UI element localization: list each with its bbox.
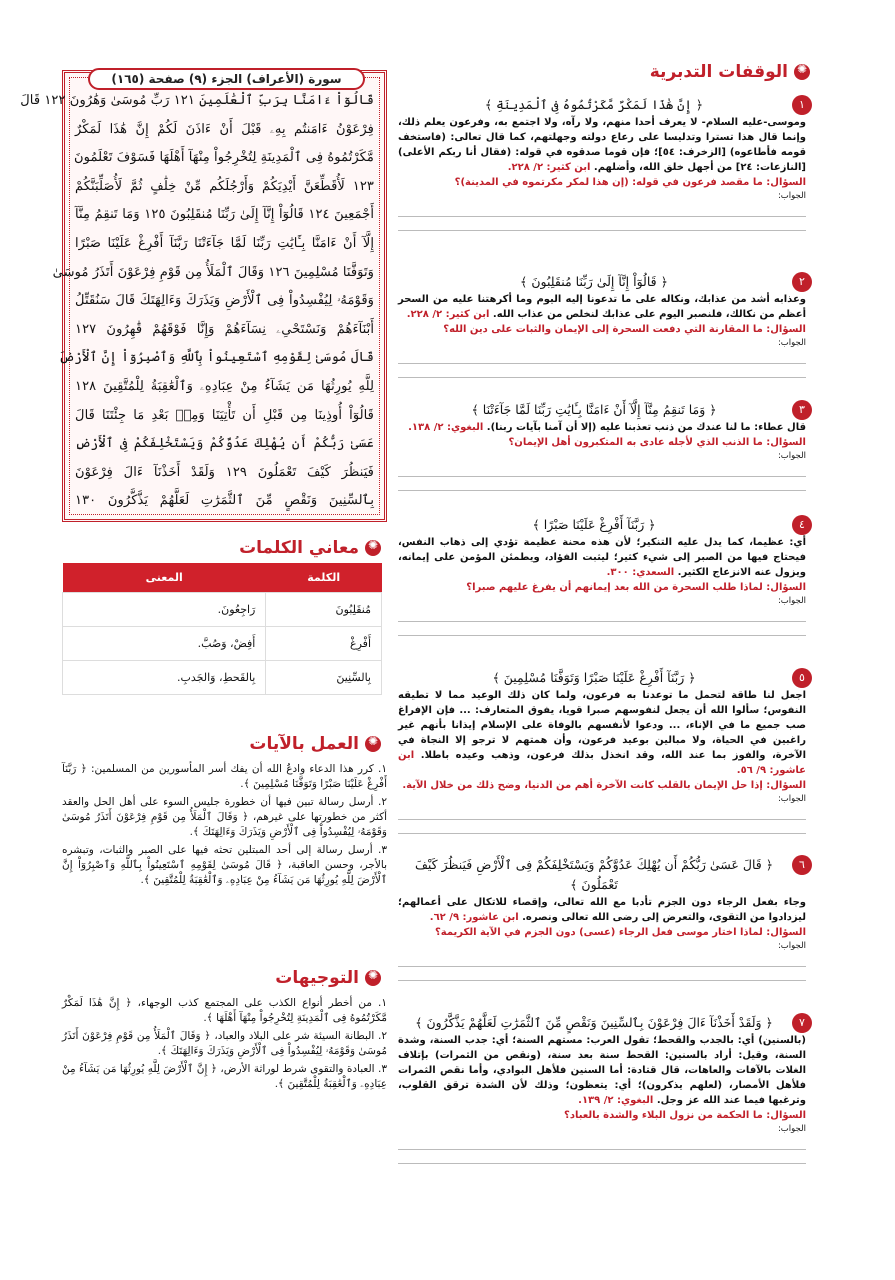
answer-line[interactable] [398,608,806,622]
answer-line[interactable] [398,953,806,967]
item-question: السؤال: ما مقصد فرعون في قوله: (إن هذا لمكر مكرتموه في المدينة)؟ [454,177,806,188]
guidance-list [62,996,387,1136]
answer-line[interactable] [398,350,806,364]
quran-line: إِلَّآ أَنْ ءَامَنَّا بِـَٔايَٰتِ رَبِّنَا لَمَّا جَآءَتْنَا رَبَّنَآ أَفْرِغْ عَلَيْنَا صَبْرًا [75,235,374,251]
item-text: اجعل لنا طاقة لتحمل ما توعدنا به فرعون، ولما كان ذلك الوعيد مما لا تطيقه النفوس؛ سألوا الله أن يجعل لنفوسهم صبرا قويا، يفوق المتعارف: ... فإن الإفراغ صب جميع ما في الإناء، ... ودعوا لأنفسهم بالوفاة على الإسلام إيذانا بأنهم غير راغبين في الحياة، ولا مبالين بوعيد فرعون، وأن همتهم لا ترجو إلا النجاة في الآخرة، والفوز بما عند الله، وقد انخذل بذلك فرعون، وذهب وعيده باطلا. ابن عاشور: ٩/ ٥٦. [398,690,807,776]
answer-label: الجواب: [777,596,806,606]
item-number-badge: ٦ [792,855,812,875]
item-number-badge: ٥ [792,668,812,688]
rosette-icon [365,970,381,986]
list-item: ٢. أرسل رسالة تبين فيها أن خطورة جليس السوء على أهل الحل والعقد أكثر من خطورتها على غيرهم، ﴿ وَقَالَ ٱلْمَلَأُ مِن قَوْمِ فِرْعَوْنَ أَتَذَرُ مُوسَىٰ وَقَوْمَهُۥ لِيُفْسِدُواْ فِى ٱلْأَرْضِ وَيَذَرَكَ وَءَالِهَتَكَ ﴾. [62,796,387,838]
quran-page-frame [20,70,387,522]
tadabbur-item [398,855,810,981]
item-verse: ﴿ إِنَّ هَٰذَا لَمَكْرٌ مَّكَرْتُمُوهُ فِى ٱلْمَدِينَةِ ﴾ [484,97,704,112]
answer-label: الجواب: [777,794,806,804]
answer-line[interactable] [398,806,806,820]
answer-label: الجواب: [777,451,806,461]
item-number-badge: ٤ [792,515,812,535]
item-number-badge: ٢ [792,272,812,292]
quran-line: قَالُوٓاْ ءَامَنَّا بِرَبِّ ٱلْعَٰلَمِينَ ١٢١ رَبِّ مُوسَىٰ وَهَٰرُونَ ١٢٢ قَالَ [20,93,374,108]
vocab-header-word: الكلمة [266,563,382,592]
quran-line: قَالُوٓاْ أُوذِينَا مِن قَبْلِ أَن تَأْتِيَنَا وَمِنۢ بَعْدِ مَا جِئْتَنَا قَالَ [75,407,374,423]
table-row: بِالسِّنِينَ بِالقَحطِ، وَالجَدبِ. [63,660,382,694]
page-header: سورة (الأعراف) الجزء (٩) صفحة (١٦٥) [88,68,365,90]
answer-line[interactable] [398,364,806,378]
section-title-meanings: ✺ معاني الكلمات [239,538,381,558]
item-question: السؤال: ما المقارنة التي دفعت السحرة إلى الإيمان والثبات على دين الله؟ [443,324,806,335]
item-question: السؤال: ما الذنب الذي لأجله عادى به المتكبرون أهل الإيمان؟ [508,437,806,448]
item-verse: ﴿ قَالُوٓاْ إِنَّآ إِلَىٰ رَبِّنَا مُنقَلِبُونَ ﴾ [520,274,668,289]
item-text: (بالسنين) أي: بالجدب والقحط؛ تقول العرب: مستهم السنة؛ أي: جدب السنة، وشدة السنة، وقيل: أراد بالسنين: القحط سنة بعد سنة، (ونقص من الثمرات) بإتلاف الغلات بالآفات والعاهات، قال قتادة: أما السنين فلأهل البوادي، وأما نقص الثمرات فلأهل الأمصار، (لعلهم يذكرون)؛ أي: يتعظون؛ وذلك لأن الشدة ترقق القلوب، وترغبها فيما عند الله عز وجل. البغوي: ٢/ ١٣٩. [398,1035,806,1106]
quran-line: ١٢٣ لَأُقَطِّعَنَّ أَيْدِيَكُمْ وَأَرْجُلَكُم مِّنْ خِلَٰفٍ ثُمَّ لَأُصَلِّبَنَّكُمْ [75,178,374,194]
tadabbur-item [398,1013,810,1164]
list-item: ١. كرر هذا الدعاء وادعُ الله أن يفك أسر المأسورين من المسلمين: ﴿ رَبَّنَآ أَفْرِغْ عَلَيْنَا صَبْرًا وَتَوَفَّنَا مُسْلِمِينَ ﴾. [62,763,387,790]
tadabbur-item [398,515,810,636]
item-text: وعذابه أشد من عذابك، ونكاله على ما تدعونا إليه اليوم وما أكرهتنا عليه من السحر أعظم من نكالك، فلنصبر اليوم على عذابك لنخلص من عذاب الله. ابن كثير: ٢/ ٢٢٨. [398,294,806,320]
section-title-tadabbur: ✺ الوقفات التدبرية [650,62,810,82]
item-source: السعدي: ٣٠٠. [606,567,675,578]
quran-line: قَالَ مُوسَىٰ لِقَوْمِهِ ٱسْتَعِينُواْ بِٱللَّهِ وَٱصْبِرُوٓاْ إِنَّ ٱلْأَرْضَ [58,350,374,366]
tadabbur-item [398,272,810,378]
item-text: وجاء بفعل الرجاء دون الجزم تأدبا مع الله تعالى، وإقصاء للاتكال على أعمالهم؛ ليزدادوا من التقوى، والتعرض إلى رضى الله تعالى ونصره. ابن عاشور: ٩/ ٦٢. [398,897,806,923]
quran-line: وَتَوَفَّنَا مُسْلِمِينَ ١٢٦ وَقَالَ ٱلْمَلَأُ مِن قَوْمِ فِرْعَوْنَ أَتَذَرُ مُوسَىٰ [52,264,374,280]
vocabulary-table [62,563,382,695]
answer-line[interactable] [398,477,806,491]
quran-line: أَجْمَعِينَ ١٢٤ قَالُوٓاْ إِنَّآ إِلَىٰ رَبِّنَا مُنقَلِبُونَ ١٢٥ وَمَا تَنقِمُ مِنَّآ [75,207,374,223]
item-question: السؤال: ما الحكمة من نزول البلاء والشدة بالعباد؟ [564,1110,806,1121]
quran-text [20,87,374,516]
tadabbur-item [398,668,810,834]
quran-line: أَبْنَآءَهُمْ وَنَسْتَحْىِۦ نِسَآءَهُمْ وَإِنَّا فَوْقَهُمْ قَٰهِرُونَ ١٢٧ [75,321,374,337]
answer-line[interactable] [398,203,806,217]
vocab-header-meaning: المعنى [63,563,266,592]
quran-line: بِٱلسِّنِينَ وَنَقْصٍ مِّنَ ٱلثَّمَرَٰتِ لَعَلَّهُمْ يَذَّكَّرُونَ ١٣٠ [75,493,374,509]
table-row: أَفْرِغْ أَفِضْ، وَصُبَّ. [63,626,382,660]
item-question: السؤال: إذا حل الإيمان بالقلب كانت الآخرة أهم من الدنيا، وضح ذلك من خلال الآية. [402,780,806,791]
item-source: ابن كثير: ٢/ ٢٢٨. [406,309,490,320]
action-list [62,762,387,958]
list-item: ٣. أرسل رسالة إلى أحد المبتلين تحثه فيها على الصبر والثبات، وتبشره بالأجر، وحسن العاقبة، ﴿ قَالَ مُوسَىٰ لِقَوْمِهِ ٱسْتَعِينُواْ بِٱللَّهِ وَٱصْبِرُوٓاْ إِنَّ ٱلْأَرْضَ لِلَّهِ يُورِثُهَا مَن يَشَآءُ مِنْ عِبَادِهِۦ وَٱلْعَٰقِبَةُ لِلْمُتَّقِينَ ﴾. [62,844,388,886]
answer-line[interactable] [398,622,806,636]
item-number-badge: ١ [792,95,812,115]
answer-label: الجواب: [777,338,806,348]
quran-line: لِلَّهِ يُورِثُهَا مَن يَشَآءُ مِنْ عِبَادِهِۦ وَٱلْعَٰقِبَةُ لِلْمُتَّقِينَ ١٢٨ [75,378,374,394]
quran-line: فِرْعَوْنُ ءَامَنتُم بِهِۦ قَبْلَ أَنْ ءَاذَنَ لَكُمْ إِنَّ هَٰذَا لَمَكْرٌ [75,121,374,137]
section-title-action: ✺ العمل بالآيات [249,734,381,754]
item-number-badge: ٣ [792,400,812,420]
list-item: ٢. البطانة السيئة شر على البلاد والعباد، ﴿ وَقَالَ ٱلْمَلَأُ مِن قَوْمِ فِرْعَوْنَ أَتَذَرُ مُوسَىٰ وَقَوْمَهُۥ لِيُفْسِدُواْ فِى ٱلْأَرْضِ وَيَذَرَكَ وَءَالِهَتَكَ ﴾. [62,1030,387,1057]
answer-label: الجواب: [777,191,806,201]
rosette-icon [365,540,381,556]
item-text: وموسى-عليه السلام- لا يعرف أحدا منهم، ولا رآه، ولا اجتمع به، وفرعون يعلم ذلك، وإنما قال هذا تسترا وتدليسا على رعاع دولته وجهلتهم، كما قال تعالى: (فاستخف قومه فأطاعوه) [الزخرف: ٥٤]؛ فإن قوما صدقوه في قوله: (فقال أنا ربكم الأعلى) [النازعات: ٢٤] من أجهل خلق الله، وأضلهم. ابن كثير: ٢/ ٢٢٨. [398,117,806,173]
quran-line: مَّكَرْتُمُوهُ فِى ٱلْمَدِينَةِ لِتُخْرِجُواْ مِنْهَآ أَهْلَهَا فَسَوْفَ تَعْلَمُونَ [74,150,374,166]
answer-label: الجواب: [777,941,806,951]
item-source: البغوي: ٢/ ١٣٩. [578,1095,654,1106]
item-verse: ﴿ وَلَقَدْ أَخَذْنَآ ءَالَ فِرْعَوْنَ بِٱلسِّنِينَ وَنَقْصٍ مِّنَ ٱلثَّمَرَٰتِ لَعَلَّهُمْ يَذَّكَّرُونَ ﴾ [415,1015,773,1030]
list-item: ١. من أخطر أنواع الكذب على المجتمع كذب الوجهاء، ﴿ إِنَّ هَٰذَا لَمَكْرٌ مَّكَرْتُمُوهُ فِى ٱلْمَدِينَةِ لِتُخْرِجُواْ مِنْهَآ أَهْلَهَا ﴾. [62,997,387,1024]
rosette-icon [365,736,381,752]
item-source: البغوي: ٢/ ١٣٨. [408,422,484,433]
item-verse: ﴿ وَمَا تَنقِمُ مِنَّآ إِلَّآ أَنْ ءَامَنَّا بِـَٔايَٰتِ رَبِّنَا لَمَّا جَآءَتْنَا ﴾ [471,402,717,417]
item-source: ابن عاشور: ٩/ ٥٦. [398,750,806,776]
quran-line: عَسَىٰ رَبُّكُمْ أَن يُهْلِكَ عَدُوَّكُمْ وَيَسْتَخْلِفَكُمْ فِى ٱلْأَرْضِ [75,436,374,452]
answer-line[interactable] [398,1150,806,1164]
answer-line[interactable] [398,1136,806,1150]
rosette-icon [794,64,810,80]
item-text: أي: عظيما، كما يدل عليه التنكير؛ لأن هذه محنة عظيمة تؤدي إلى ذهاب النفس، فيحتاج فيها من الصبر إلى شيء كثير؛ ليثبت الفؤاد، ويطمئن المؤمن على إيمانه، ويزول عنه الانزعاج الكثير. السعدي: ٣٠٠. [398,537,806,578]
item-source: ابن كثير: ٢/ ٢٢٨. [507,162,591,173]
answer-line[interactable] [398,820,806,834]
answer-line[interactable] [398,967,806,981]
answer-label: الجواب: [777,1124,806,1134]
answer-line[interactable] [398,463,806,477]
item-verse: ﴿ قَالَ عَسَىٰ رَبُّكُمْ أَن يُهْلِكَ عَدُوَّكُمْ وَيَسْتَخْلِفَكُمْ فِى ٱلْأَرْضِ فَيَنظُرَ كَيْفَ تَعْمَلُونَ ﴾ [414,857,774,892]
item-text: قال عطاء: ما لنا عندك من ذنب تعذبنا عليه (إلا أن آمنا بآيات ربنا). البغوي: ٢/ ١٣٨. [408,422,806,433]
section-title-guidance: ✺ التوجيهات [275,968,381,988]
table-row: مُنقَلِبُونَ رَاجِعُونَ. [63,592,382,626]
tadabbur-item [398,95,810,231]
quran-line: فَيَنظُرَ كَيْفَ تَعْمَلُونَ ١٢٩ وَلَقَدْ أَخَذْنَآ ءَالَ فِرْعَوْنَ [75,464,374,480]
item-number-badge: ٧ [792,1013,812,1033]
item-source: ابن عاشور: ٩/ ٦٢. [429,912,519,923]
item-verse: ﴿ رَبَّنَآ أَفْرِغْ عَلَيْنَا صَبْرًا وَتَوَفَّنَا مُسْلِمِينَ ﴾ [492,670,696,685]
item-question: السؤال: لماذا اختار موسى فعل الرجاء (عسى) دون الجزم في الآية الكريمة؟ [434,927,806,938]
tadabbur-item [398,400,810,491]
quran-line: وَقَوْمَهُۥ لِيُفْسِدُواْ فِى ٱلْأَرْضِ وَيَذَرَكَ وَءَالِهَتَكَ قَالَ سَنُقَتِّلُ [75,293,374,309]
answer-line[interactable] [398,217,806,231]
list-item: ٣. العبادة والتقوى شرط لوراثة الأرض، ﴿ إِنَّ ٱلْأَرْضَ لِلَّهِ يُورِثُهَا مَن يَشَآءُ مِنْ عِبَادِهِۦ وَٱلْعَٰقِبَةُ لِلْمُتَّقِينَ ﴾. [62,1063,387,1090]
item-verse: ﴿ رَبَّنَآ أَفْرِغْ عَلَيْنَا صَبْرًا ﴾ [532,517,656,532]
item-question: السؤال: لماذا طلب السحرة من الله بعد إيمانهم أن يفرغ عليهم صبرا؟ [466,582,806,593]
